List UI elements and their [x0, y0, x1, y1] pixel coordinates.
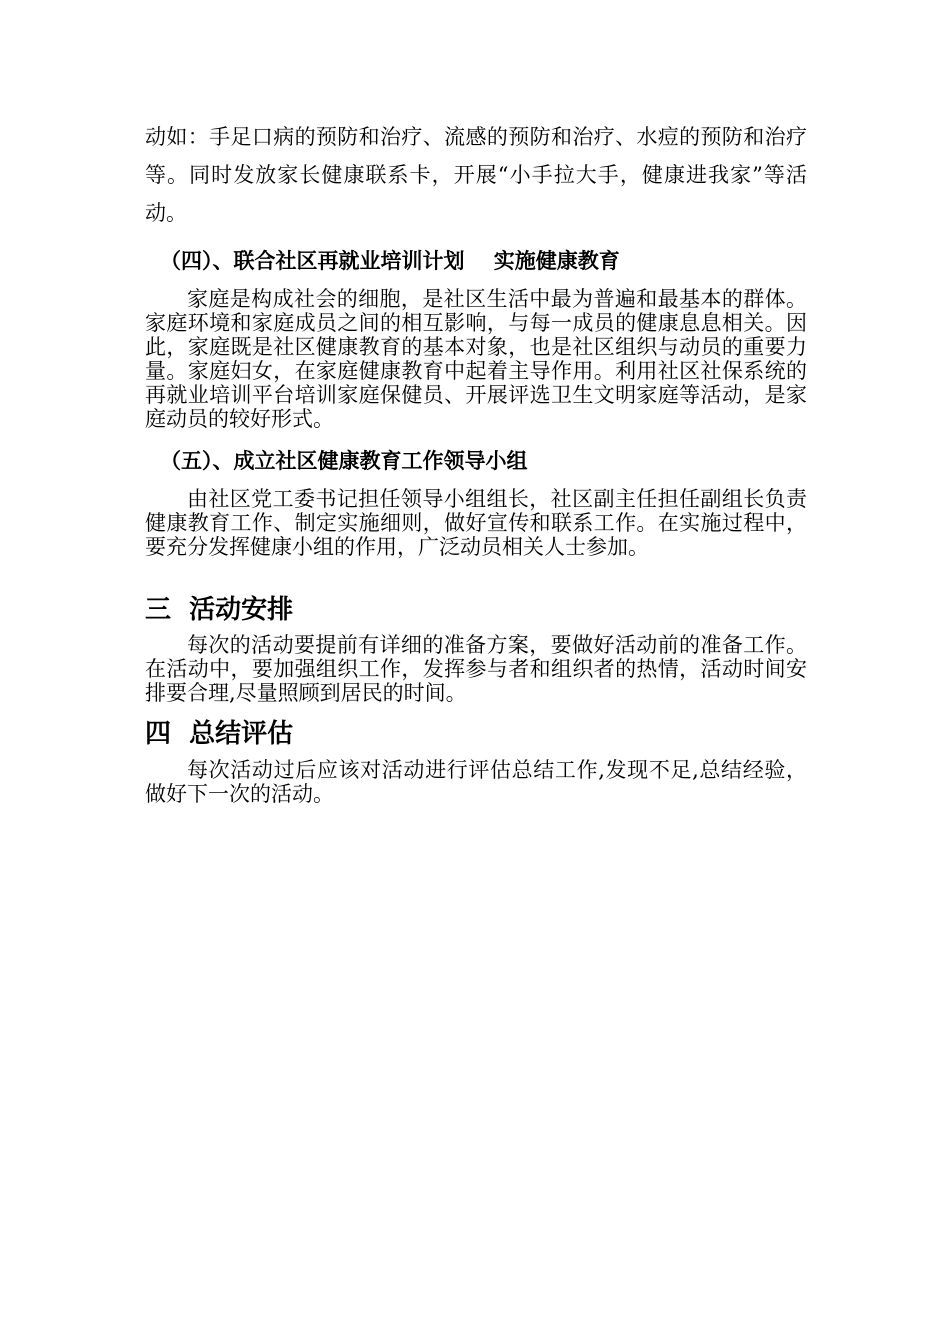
continuation-paragraph: 动如：手足口病的预防和治疗、流感的预防和治疗、水痘的预防和治疗等。同时发放家长健康联系卡，开展“小手拉大手，健康进我家”等活动。: [145, 125, 807, 225]
subsection-4-heading: （四）、联合社区再就业培训计划 实施健康教育: [160, 249, 620, 273]
section-3-heading: 三 活动安排: [145, 595, 294, 625]
section-3-paragraph: 每次的活动要提前有详细的准备方案，要做好活动前的准备工作。在活动中，要加强组织工作，发挥参与者和组织者的热情，活动时间安排要合理,尽量照顾到居民的时间。: [145, 633, 807, 705]
section-3-body: [145, 633, 807, 705]
subsection-5-paragraph: 由社区党工委书记担任领导小组组长，社区副主任担任副组长负责健康教育工作、制定实施细则，做好宣传和联系工作。在实施过程中，要充分发挥健康小组的作用，广泛动员相关人士参加。: [145, 487, 807, 559]
subsection-4-heading-block: [160, 246, 800, 276]
subsection-4-body: [145, 287, 807, 431]
section-4-paragraph: 每次活动过后应该对活动进行评估总结工作,发现不足,总结经验，做好下一次的活动。: [145, 758, 807, 806]
subsection-5-body: [145, 487, 807, 559]
section-4-body: [145, 758, 807, 806]
section-3-heading-block: [145, 593, 807, 627]
subsection-5-heading-block: [160, 446, 800, 476]
continuation-block: [145, 118, 807, 232]
subsection-4-paragraph: 家庭是构成社会的细胞，是社区生活中最为普遍和最基本的群体。家庭环境和家庭成员之间的相互影响，与每一成员的健康息息相关。因此，家庭既是社区健康教育的基本对象，也是社区组织与动员的重要力量。家庭妇女，在家庭健康教育中起着主导作用。利用社区社保系统的再就业培训平台培训家庭保健员、开展评选卫生文明家庭等活动，是家庭动员的较好形式。: [145, 287, 807, 431]
section-4-heading-block: [145, 717, 807, 751]
section-4-heading: 四 总结评估: [145, 719, 294, 749]
subsection-5-heading: （五）、成立社区健康教育工作领导小组: [160, 449, 528, 473]
